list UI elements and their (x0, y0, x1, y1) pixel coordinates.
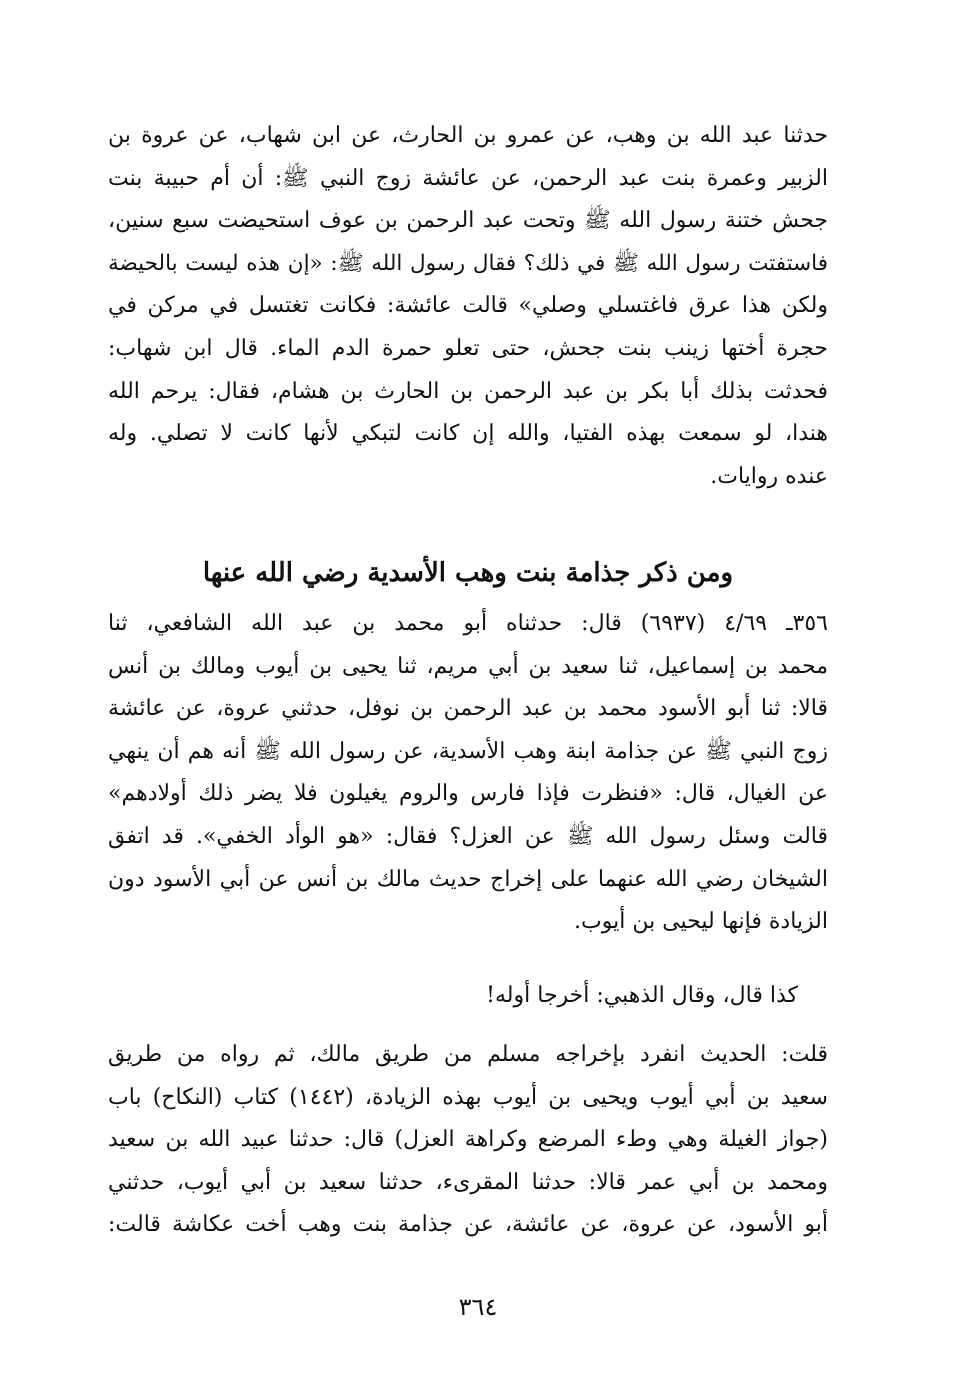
paragraph-dhahabi-note (108, 975, 828, 1018)
text-line: قالا: ثنا أبو الأسود محمد بن عبد الرحمن بن نوفل، حدثني عروة، عن عائشة (108, 696, 828, 722)
text-line: (جواز الغيلة وهي وطء المرضع وكراهة العزل) قال: حدثنا عبيد الله بن سعيد (108, 1127, 828, 1153)
text-line: حدثنا عبد الله بن وهب، عن عمرو بن الحارث، عن ابن شهاب، عن عروة بن (108, 123, 828, 148)
text-line: عنده روايات. (710, 463, 828, 489)
text-line: عن الغيال، قال: «فنظرت فإذا فارس والروم يغيلون فلا يضر ذلك أولادهم» (108, 781, 828, 807)
text-line: ومحمد بن أبي عمر قالا: حدثنا المقرىء، حدثنا سعيد بن أبي أيوب، حدثني (108, 1169, 828, 1195)
text-line: ولكن هذا عرق فاغتسلي وصلي» قالت عائشة: فكانت تغتسل في مركن في (108, 293, 828, 319)
section-heading: ومن ذكر جذامة بنت وهب الأسدية رضي الله عنها (202, 558, 734, 588)
text-line: محمد بن إسماعيل، ثنا سعيد بن أبي مريم، ثنا يحيى بن أيوب ومالك بن أنس (108, 653, 828, 679)
paragraph-hadith-aisha (108, 115, 828, 498)
text-line: سعيد بن أبي أيوب ويحيى بن أيوب بهذه الزيادة، (١٤٤٢) كتاب (النكاح) باب (108, 1084, 828, 1110)
text-line: حجرة أختها زينب بنت جحش، حتى تعلو حمرة الدم الماء. قال ابن شهاب: (108, 335, 828, 361)
text-line: زوج النبي ﷺ عن جذامة ابنة وهب الأسدية، عن رسول الله ﷺ أنه هم أن ينهي (108, 738, 828, 764)
text-line: كذا قال، وقال الذهبي: أخرجا أوله! (486, 983, 798, 1008)
paragraph-hadith-356 (108, 603, 828, 944)
text-line: الشيخان رضي الله عنهما على إخراج حديث مالك بن أنس عن أبي الأسود دون (108, 866, 828, 892)
text-line: فاستفتت رسول الله ﷺ في ذلك؟ فقال رسول الله ﷺ: «إن هذه ليست بالحيضة (108, 250, 828, 276)
text-line: فحدثت بذلك أبا بكر بن عبد الرحمن بن الحارث بن هشام، فقال: يرحم الله (108, 378, 828, 404)
text-line: ٣٥٦ـ ٤/٦٩ (٦٩٣٧) قال: حدثناه أبو محمد بن عبد الله الشافعي، ثنا (108, 611, 828, 636)
page-number: ٣٦٤ (458, 1293, 498, 1321)
text-line: أبو الأسود، عن عروة، عن عائشة، عن جذامة بنت وهب أخت عكاشة قالت: (108, 1212, 828, 1238)
text-line: قالت وسئل رسول الله ﷺ عن العزل؟ فقال: «هو الوأد الخفي». قد اتفق (108, 823, 828, 849)
text-line: الزيادة فإنها ليحيى بن أيوب. (574, 909, 828, 935)
text-line: جحش ختنة رسول الله ﷺ وتحت عبد الرحمن بن عوف استحيضت سبع سنين، (108, 208, 828, 234)
paragraph-commentary (108, 1034, 828, 1247)
text-line: هندا، لو سمعت بهذه الفتيا، والله إن كانت لتبكي لأنها كانت لا تصلي. وله (108, 421, 828, 447)
text-line: الزبير وعمرة بنت عبد الرحمن، عن عائشة زوج النبي ﷺ: أن أم حبيبة بنت (108, 165, 828, 191)
text-line: قلت: الحديث انفرد بإخراجه مسلم من طريق مالك، ثم رواه من طريق (108, 1042, 828, 1067)
